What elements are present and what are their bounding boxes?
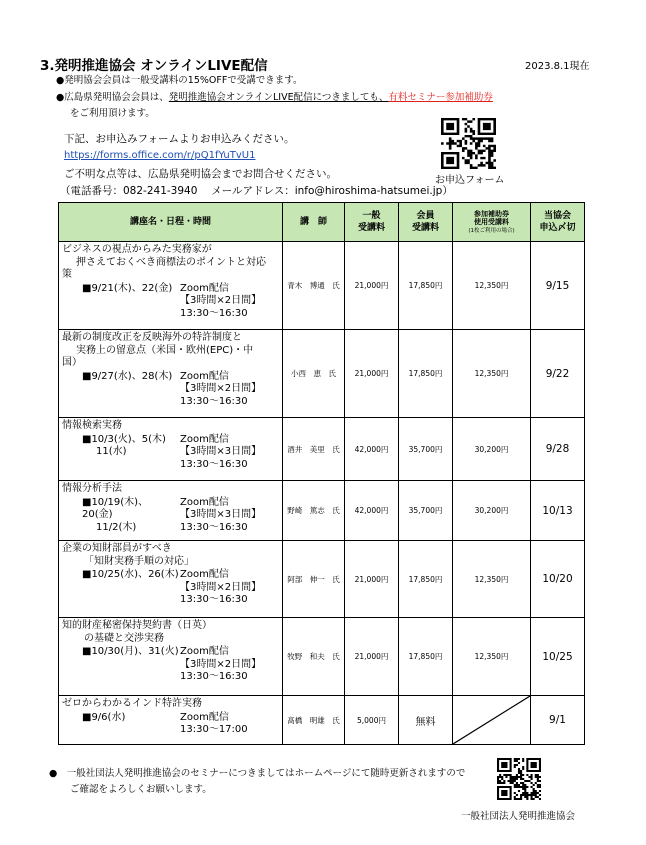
contact-info: （電話番号：082-241-3940 メールアドレス：info@hiroshima-hatsumei.jp）	[60, 185, 453, 197]
course-cell	[59, 242, 283, 330]
table-header-row	[59, 203, 585, 242]
table-row	[59, 696, 585, 745]
course-table	[58, 202, 585, 745]
hiroshima-member-note: ●広島県発明協会会員は、発明推進協会オンラインLIVE配信につきましても、有料セミナー参加補助券	[56, 92, 493, 103]
course-dates: ■9/27(水)、28(木)	[82, 370, 173, 382]
application-qr-code[interactable]	[441, 118, 496, 169]
table-row	[59, 541, 585, 618]
course-title: ビジネスの視点からみた実務家が	[62, 244, 212, 255]
header-member-fee: 会員 受講料	[399, 203, 453, 242]
general-fee-cell: 5,000円	[345, 696, 399, 745]
general-fee-cell: 21,000円	[345, 618, 399, 696]
application-form-link[interactable]: https://forms.office.com/r/pQ1fYuTvU1	[64, 150, 256, 161]
deadline-cell: 10/20	[531, 541, 585, 618]
general-fee-cell: 42,000円	[345, 418, 399, 481]
course-time: 13:30～16:30	[180, 458, 248, 470]
header-lecturer: 講 師	[283, 203, 345, 242]
table-row	[59, 418, 585, 481]
table-row	[59, 481, 585, 541]
subsidy-fee-cell: 12,350円	[453, 330, 531, 418]
deadline-cell: 9/22	[531, 330, 585, 418]
subsidy-fee-cell: 30,200円	[453, 481, 531, 541]
header-deadline: 当協会 申込〆切	[531, 203, 585, 242]
course-hours: 【3時間×2日間】	[180, 383, 262, 394]
subsidy-not-applicable-cell	[453, 696, 531, 745]
delivery-method: Zoom配信	[180, 433, 229, 445]
course-hours: 【3時間×3日間】	[180, 509, 262, 520]
lecturer-cell: 酒井 美里 氏	[283, 418, 345, 481]
lecturer-cell: 小西 恵 氏	[283, 330, 345, 418]
diagonal-strike	[453, 696, 530, 744]
qr-label: お申込フォーム	[435, 175, 505, 186]
course-dates-cont: 11(水)	[96, 446, 127, 457]
table-row	[59, 242, 585, 330]
footer-note: ● 一般社団法人発明推進協会のセミナーにつきましてはホームページにて随時更新されますので	[49, 768, 466, 779]
course-hours: 【3時間×2日間】	[180, 581, 262, 593]
course-hours: 【3時間×2日間】	[180, 658, 262, 670]
member-fee-cell: 35,700円	[399, 481, 453, 541]
lecturer-cell: 髙橋 明雄 氏	[283, 696, 345, 745]
course-cell	[59, 330, 283, 418]
course-dates: ■9/21(木)、22(金)	[82, 282, 173, 294]
general-fee-cell: 21,000円	[345, 330, 399, 418]
course-title: 策	[62, 269, 72, 280]
subsidy-fee-cell: 12,350円	[453, 242, 531, 330]
subsidy-fee-cell: 12,350円	[453, 541, 531, 618]
deadline-cell: 9/1	[531, 696, 585, 745]
member-fee-cell: 17,850円	[399, 330, 453, 418]
course-title: 実務上の留意点（米国・欧州(EPC)・中	[76, 344, 254, 356]
general-fee-cell: 21,000円	[345, 242, 399, 330]
course-time: 13:30～16:30	[180, 307, 248, 319]
page-title: 3.発明推進協会 オンラインLIVE配信	[40, 58, 268, 74]
course-dates: ■10/30(月)、31(火)	[82, 646, 179, 657]
course-dates: ■10/25(水)、26(木)	[82, 569, 179, 580]
course-title: 情報分析手法	[62, 483, 122, 494]
member-fee-cell: 35,700円	[399, 418, 453, 481]
general-fee-cell: 21,000円	[345, 541, 399, 618]
lecturer-cell: 阿部 伸一 氏	[283, 541, 345, 618]
course-hours: 【3時間×2日間】	[180, 295, 262, 306]
course-dates: ■9/6(水)	[82, 711, 126, 723]
subsidy-fee-cell: 30,200円	[453, 418, 531, 481]
subsidy-fee-cell: 12,350円	[453, 618, 531, 696]
lecturer-cell: 青木 博通 氏	[283, 242, 345, 330]
course-time: 13:30～16:30	[180, 671, 248, 682]
member-fee-cell: 17,850円	[399, 242, 453, 330]
course-title: の基礎と交渉実務	[84, 632, 164, 644]
delivery-method: Zoom配信	[180, 569, 229, 580]
inquiry-text: ご不明な点等は、広島県発明協会までお問合せください。	[64, 168, 337, 180]
deadline-cell: 9/15	[531, 242, 585, 330]
course-title: 情報検索実務	[62, 420, 122, 431]
header-subsidy-fee: 参加補助券 使用受講料 (1枚ご利用の場合)	[453, 203, 531, 242]
member-fee-cell: 17,850円	[399, 618, 453, 696]
update-date: 2023.8.1現在	[525, 61, 590, 72]
course-cell	[59, 618, 283, 696]
delivery-method: Zoom配信	[180, 711, 229, 723]
member-fee-cell: 無料	[399, 696, 453, 745]
course-title: 「知財実務手順の対応」	[84, 555, 194, 567]
header-course: 講座名・日程・時間	[59, 203, 283, 242]
deadline-cell: 9/28	[531, 418, 585, 481]
deadline-cell: 10/13	[531, 481, 585, 541]
course-time: 13:30～16:30	[180, 395, 248, 407]
lecturer-cell: 牧野 和夫 氏	[283, 618, 345, 696]
delivery-method: Zoom配信	[180, 646, 229, 657]
course-dates-cont: 11/2(木)	[96, 521, 137, 533]
course-title: 国）	[62, 357, 82, 368]
course-cell	[59, 541, 283, 618]
course-title: 押さえておくべき商標法のポイントと対応	[76, 256, 266, 268]
course-cell	[59, 418, 283, 481]
footer-note-cont: ご確認をよろしくお願いします。	[70, 784, 212, 795]
course-title: ゼロからわかるインド特許実務	[62, 698, 202, 709]
course-time: 13:30～17:00	[180, 724, 248, 735]
course-hours: 【3時間×3日間】	[180, 446, 262, 457]
course-dates-cont: 20(金)	[82, 509, 113, 520]
course-time: 13:30～16:30	[180, 521, 248, 533]
organization-name: 一般社団法人発明推進協会	[461, 811, 576, 822]
course-title: 知的財産秘密保持契約書（日英）	[62, 620, 212, 631]
general-fee-cell: 42,000円	[345, 481, 399, 541]
course-cell	[59, 481, 283, 541]
member-discount-note: ●発明協会会員は一般受講料の15%OFFで受講できます。	[56, 75, 303, 86]
member-fee-cell: 17,850円	[399, 541, 453, 618]
course-time: 13:30～16:30	[180, 594, 248, 605]
delivery-method: Zoom配信	[180, 496, 229, 508]
header-general-fee: 一般 受講料	[345, 203, 399, 242]
course-title: 最新の制度改正を反映海外の特許制度と	[62, 332, 242, 343]
delivery-method: Zoom配信	[180, 282, 229, 294]
course-dates: ■10/19(木)、	[82, 496, 149, 508]
homepage-qr-code[interactable]	[497, 758, 541, 800]
delivery-method: Zoom配信	[180, 370, 229, 382]
course-cell	[59, 696, 283, 745]
table-row	[59, 618, 585, 696]
course-dates: ■10/3(火)、5(木)	[82, 433, 166, 445]
course-title: 企業の知財部員がすべき	[62, 543, 172, 554]
apply-instruction: 下記、お申込みフォームよりお申込みください。	[64, 133, 295, 145]
lecturer-cell: 野崎 篤志 氏	[283, 481, 345, 541]
hiroshima-member-note-cont: をご利用頂けます。	[70, 108, 155, 119]
deadline-cell: 10/25	[531, 618, 585, 696]
table-row	[59, 330, 585, 418]
